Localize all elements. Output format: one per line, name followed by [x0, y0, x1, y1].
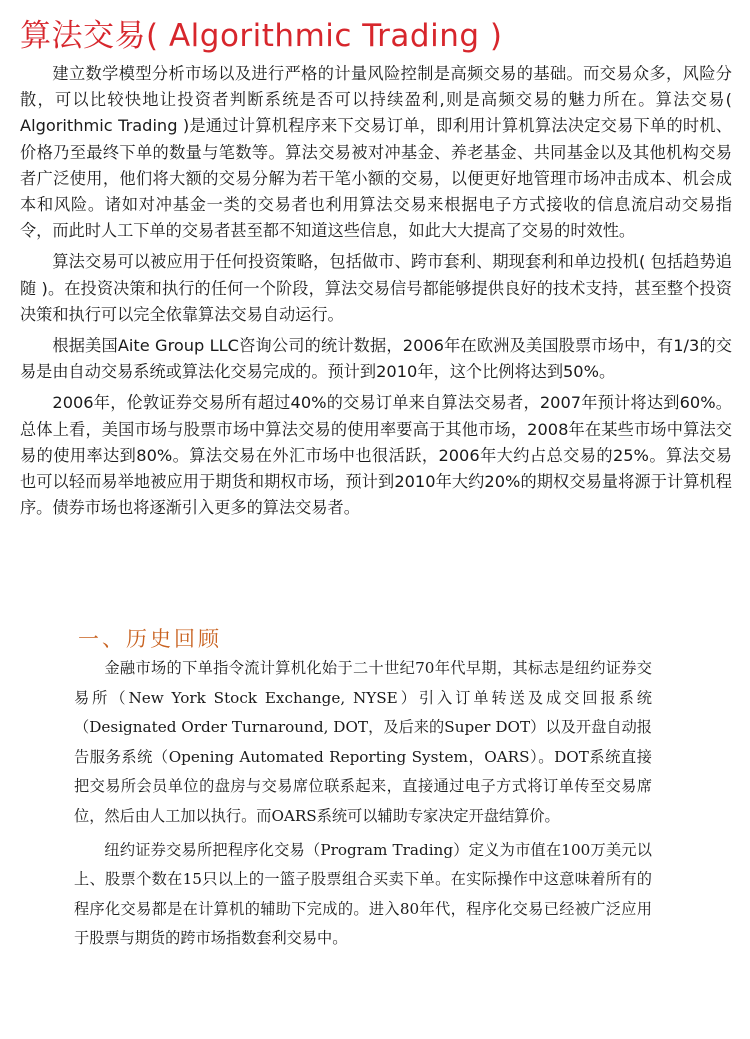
history-body — [74, 654, 652, 958]
history-paragraph-2: 纽约证券交易所把程序化交易（Program Trading）定义为市值在100万美元以上、股票个数在15只以上的一篮子股票组合买卖下单。在实际操作中这意味着所有的程序化交易都是在计算机的辅助下完成的。进入80年代，程序化交易已经被广泛应用于股票与期货的跨市场指数套利交易中。 — [74, 840, 652, 948]
intro-paragraph-4: 2006年，伦敦证券交易所有超过40%的交易订单来自算法交易者，2007年预计将达到60%。总体上看，美国市场与股票市场中算法交易的使用率要高于其他市场，2008年在某些市场中算法交易的使用率达到80%。算法交易在外汇市场中也很活跃，2006年大约占总交易的25%。算法交易也可以轻而易举地被应用于期货和期权市场，预计到2010年大约20%的期权交易量将源于计算机程序。债券市场也将逐渐引入更多的算法交易者。 — [20, 393, 732, 518]
intro-body — [20, 61, 732, 526]
section-heading-history: 一、历史回顾 — [78, 627, 222, 651]
history-paragraph-1: 金融市场的下单指令流计算机化始于二十世纪70年代早期，其标志是纽约证券交易所（New York Stock Exchange, NYSE）引入订单转送及成交回报系统（Designated Order Turnaround, DOT，及后来的Super DOT）以及开盘自动报告服务系统（Opening Automated Reporting System，OARS）。DOT系统直接把交易所会员单位的盘房与交易席位联系起来，直接通过电子方式将订单传至交易席位，然后由人工加以执行。而OARS系统可以辅助专家决定开盘结算价。 — [74, 659, 652, 825]
intro-paragraph-3: 根据美国Aite Group LLC咨询公司的统计数据，2006年在欧洲及美国股票市场中，有1/3的交易是由自动交易系统或算法化交易完成的。预计到2010年，这个比例将达到50%。 — [20, 336, 732, 382]
intro-paragraph-1: 建立数学模型分析市场以及进行严格的计量风险控制是高频交易的基础。而交易众多，风险分散，可以比较快地让投资者判断系统是否可以持续盈利,则是高频交易的魅力所在。算法交易( Algorithmic Trading )是通过计算机程序来下交易订单，即利用计算机算法决定交易下单的时机、价格乃至最终下单的数量与笔数等。算法交易被对冲基金、养老基金、共同基金以及其他机构交易者广泛使用，他们将大额的交易分解为若干笔小额的交易，以便更好地管理市场冲击成本、机会成本和风险。诸如对冲基金一类的交易者也利用算法交易来根据电子方式接收的信息流启动交易指令，而此时人工下单的交易者甚至都不知道这些信息，如此大大提高了交易的时效性。 — [20, 64, 732, 241]
page-title: 算法交易( Algorithmic Trading ) — [20, 18, 503, 54]
intro-paragraph-2: 算法交易可以被应用于任何投资策略，包括做市、跨市套利、期现套利和单边投机( 包括趋势追随 )。在投资决策和执行的任何一个阶段，算法交易信号都能够提供良好的技术支持，甚至整个投资决策和执行可以完全依靠算法交易自动运行。 — [20, 252, 732, 324]
